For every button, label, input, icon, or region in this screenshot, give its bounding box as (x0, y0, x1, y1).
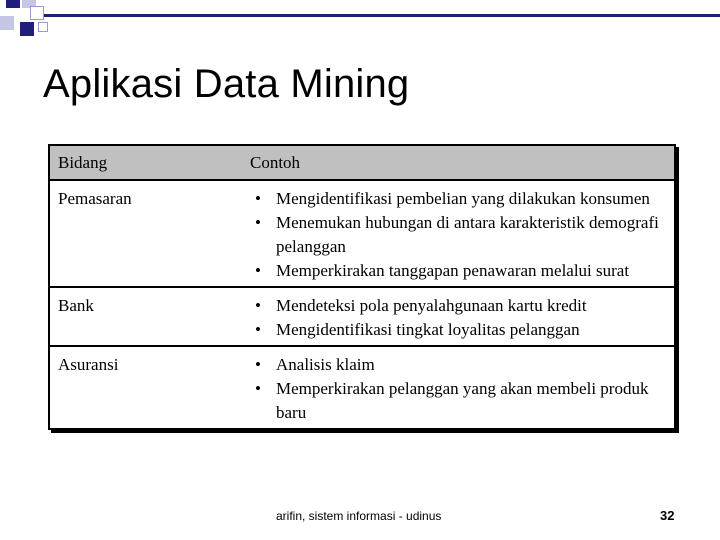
list-item: • Mengidentifikasi tingkat loyalitas pelanggan (250, 318, 666, 342)
list-item: • Memperkirakan tanggapan penawaran melalui surat (250, 259, 666, 283)
slide-footer: arifin, sistem informasi - udinus (276, 509, 442, 523)
field-cell: Pemasaran (58, 189, 132, 208)
slide-title: Aplikasi Data Mining (43, 62, 410, 106)
examples-list (250, 294, 666, 342)
list-item: • Mendeteksi pola penyalahgunaan kartu kredit (250, 294, 666, 318)
header-contoh: Contoh (242, 146, 674, 180)
decor-square (0, 16, 14, 30)
field-cell: Asuransi (50, 346, 242, 428)
list-item: • Memperkirakan pelanggan yang akan membeli produk baru (250, 377, 666, 425)
examples-cell (242, 287, 674, 346)
decor-square (38, 22, 48, 32)
decor-square (6, 0, 20, 8)
table-header-row (50, 146, 674, 180)
table-row (50, 180, 674, 287)
examples-list (250, 187, 666, 283)
table-row (50, 287, 674, 346)
title-rule (44, 14, 720, 17)
list-item: • Menemukan hubungan di antara karakteristik demografi pelanggan (250, 211, 666, 259)
list-item: • Analisis klaim (250, 353, 666, 377)
field-cell: Bank (50, 287, 242, 346)
examples-cell (242, 346, 674, 428)
page-number: 32 (660, 508, 675, 523)
title-decoration (0, 0, 720, 40)
list-item: • Mengidentifikasi pembelian yang dilakukan konsumen (250, 187, 666, 211)
applications-table (48, 144, 676, 430)
header-bidang: Bidang (50, 146, 242, 180)
table-row (50, 346, 674, 428)
examples-cell (242, 180, 674, 287)
examples-list (250, 353, 666, 425)
decor-square (30, 6, 44, 20)
decor-square (20, 22, 34, 36)
